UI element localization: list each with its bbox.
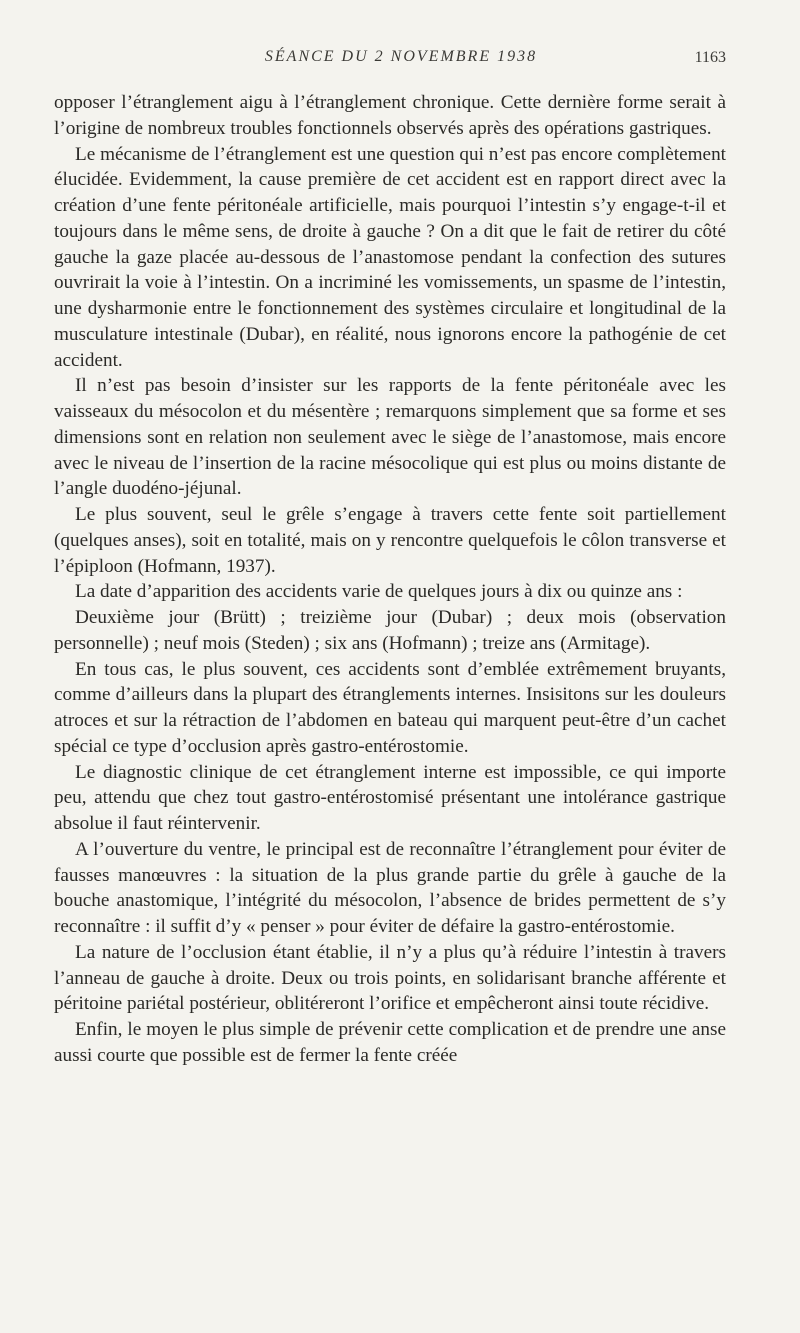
paragraph: La date d’apparition des accidents varie de quelques jours à dix ou quinze ans : [75,581,683,603]
body-text [54,90,726,1069]
running-header [50,48,752,72]
page-number: 1163 [694,49,726,66]
running-title: SÉANCE DU 2 NOVEMBRE 1938 [264,48,538,65]
paragraph: opposer l’étranglement aigu à l’étranglement chronique. Cette dernière forme serait à l’origine de nombreux troubles fonctionnels observés après des opérations gastriques. [54,92,726,139]
paragraph: A l’ouverture du ventre, le principal est de reconnaître l’étranglement pour éviter de fausses manœuvres : la situation de la plus grande partie du grêle à gauche de la bouche anastomique, l’intégrité du mésocolon, l’absence de brides permettent de s’y reconnaître : il suffit d’y « penser » pour éviter de défaire la gastro-entérostomie. [54,838,726,937]
paragraph: Deuxième jour (Brütt) ; treizième jour (Dubar) ; deux mois (observation personnelle) ; neuf mois (Steden) ; six ans (Hofmann) ; treize ans (Armitage). [54,607,726,654]
paragraph: La nature de l’occlusion étant établie, il n’y a plus qu’à réduire l’intestin à travers l’anneau de gauche à droite. Deux ou trois points, en solidarisant branche afférente et péritoine pariétal postérieur, oblitéreront l’orifice et empêcheront ainsi toute récidive. [54,941,726,1015]
paragraph: Le diagnostic clinique de cet étranglement interne est impossible, ce qui importe peu, attendu que chez tout gastro-entérostomisé présentant une intolérance gastrique absolue il faut réintervenir. [54,761,726,834]
paragraph: Enfin, le moyen le plus simple de prévenir cette complication et de prendre une anse aussi courte que possible est de fermer la fente créée [54,1019,726,1066]
paragraph: Il n’est pas besoin d’insister sur les rapports de la fente péritonéale avec les vaisseaux du mésocolon et du mésentère ; remarquons simplement que sa forme et ses dimensions sont en relation non seulement avec le siège de l’anastomose, mais encore avec le niveau de l’insertion de la racine mésocolique qui est plus ou moins distante de l’angle duodéno-jéjunal. [54,375,726,500]
paragraph: Le mécanisme de l’étranglement est une question qui n’est pas encore complètement élucidée. Evidemment, la cause première de cet accident est en rapport direct avec la création d’une fente péritonéale artificielle, mais pourquoi l’intestin s’y engage-t-il et toujours dans le même sens, de droite à gauche ? On a dit que le fait de retirer du côté gauche la gaze placée au-dessous de l’anastomose pendant la confection des sutures ouvrirait la voie à l’intestin. On a incriminé les vomissements, un spasme de l’intestin, une dysharmonie entre le fonctionnement des systèmes circulaire et longitudinal de la musculature intestinale (Dubar), en réalité, nous ignorons encore la pathogénie de cet accident. [54,143,726,371]
paragraph: Le plus souvent, seul le grêle s’engage à travers cette fente soit partiellement (quelques anses), soit en totalité, mais on y rencontre quelquefois le côlon transverse et l’épiploon (Hofmann, 1937). [54,504,726,577]
paragraph: En tous cas, le plus souvent, ces accidents sont d’emblée extrêmement bruyants, comme d’ailleurs dans la plupart des étranglements internes. Insisitons sur les douleurs atroces et sur la rétraction de l’abdomen en bateau qui marquent peut-être d’un cachet spécial ce type d’occlusion après gastro-entérostomie. [54,658,726,757]
